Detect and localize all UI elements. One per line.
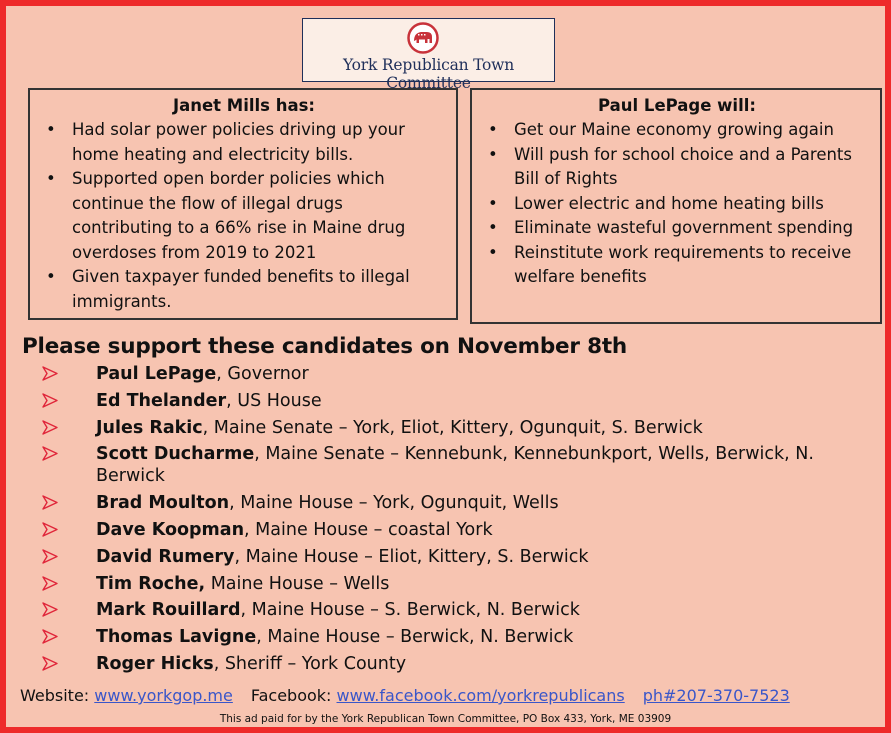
list-item: • Will push for school choice and a Parents Bill of Rights <box>488 144 852 188</box>
candidate-office: , Maine House – Eliot, Kittery, S. Berwick <box>234 546 589 567</box>
candidate-item <box>42 492 865 514</box>
arrow-bullet-icon <box>42 445 58 467</box>
bullet-icon: • <box>488 218 498 237</box>
candidate-office: , Maine Senate – Kennebunk, Kennebunkport, Wells, Berwick, N. Berwick <box>96 444 814 487</box>
candidate-name: Mark Rouillard <box>96 600 241 621</box>
bullet-icon: • <box>46 267 56 286</box>
bullet-icon: • <box>46 169 56 188</box>
org-logo-box <box>302 18 555 92</box>
bullet-icon: • <box>488 242 498 262</box>
elephant-logo-icon <box>406 22 440 54</box>
facebook-label: Facebook: <box>250 686 337 705</box>
list-item: • Eliminate wasteful government spending <box>484 216 870 241</box>
bullet-icon: • <box>488 144 498 164</box>
candidate-list <box>42 363 865 680</box>
bullet-icon: • <box>488 193 498 213</box>
candidate-office: , Maine Senate – York, Eliot, Kittery, Ogunquit, S. Berwick <box>202 417 703 438</box>
website-link[interactable]: www.yorkgop.me <box>94 686 233 705</box>
arrow-bullet-icon <box>42 575 58 597</box>
candidate-item <box>42 626 865 648</box>
candidate-office: , US House <box>226 390 322 411</box>
paid-for-disclaimer: This ad paid for by the York Republican Town Committee, PO Box 433, York, ME 03909 <box>219 713 672 725</box>
list-item: • Had solar power policies driving up your home heating and electricity bills. <box>46 120 405 164</box>
candidate-office: , Maine House – York, Ogunquit, Wells <box>229 493 559 514</box>
candidate-item <box>42 546 865 568</box>
org-name: York Republican Town Committee <box>342 56 515 92</box>
candidate-name: Jules Rakic <box>96 417 203 438</box>
candidate-name: David Rumery <box>96 546 235 567</box>
mills-bullet-list <box>42 118 446 314</box>
arrow-bullet-icon <box>42 392 58 414</box>
phone-link[interactable]: ph#207-370-7523 <box>642 686 790 705</box>
candidate-item <box>42 519 865 541</box>
candidate-item <box>42 363 865 385</box>
candidate-office: , Sheriff – York County <box>213 653 407 674</box>
arrow-bullet-icon <box>42 494 58 516</box>
arrow-bullet-icon <box>42 655 58 677</box>
lepage-plan-box <box>470 88 882 324</box>
arrow-bullet-icon <box>42 548 58 570</box>
list-item: • Lower electric and home heating bills <box>484 192 870 217</box>
candidate-office: , Maine House – S. Berwick, N. Berwick <box>240 600 580 621</box>
candidate-name: Tim Roche, <box>96 573 206 594</box>
list-item: • Supported open border policies which continue the flow of illegal drugs contributing to a 66% rise in Maine drug overdoses from 2019 to 2021 <box>46 169 406 262</box>
support-headline: Please support these candidates on November 8th <box>22 334 628 359</box>
arrow-bullet-icon <box>42 521 58 543</box>
website-label: Website: <box>20 686 95 705</box>
candidate-name: Dave Koopman <box>96 519 245 540</box>
facebook-link[interactable]: www.facebook.com/yorkrepublicans <box>336 686 625 705</box>
list-item: • Given taxpayer funded benefits to illegal immigrants. <box>46 267 410 311</box>
arrow-bullet-icon <box>42 419 58 441</box>
lepage-bullet-list <box>484 118 870 290</box>
candidate-name: Brad Moulton <box>96 493 230 514</box>
mills-record-box <box>28 88 458 320</box>
candidate-office: Maine House – Wells <box>205 573 390 594</box>
candidate-item <box>42 390 865 412</box>
candidate-item <box>42 573 865 595</box>
lepage-box-title: Paul LePage will: <box>598 96 756 115</box>
candidate-item <box>42 653 865 675</box>
candidate-item <box>42 417 865 439</box>
list-item: • Get our Maine economy growing again <box>484 118 870 143</box>
candidate-office: , Maine House – coastal York <box>244 519 493 540</box>
mills-box-title: Janet Mills has: <box>172 96 316 115</box>
candidate-name: Paul LePage <box>96 364 217 384</box>
candidate-item <box>42 599 865 621</box>
candidate-office: , Governor <box>216 364 309 384</box>
contact-footer <box>20 686 790 705</box>
arrow-bullet-icon <box>42 628 58 650</box>
bullet-icon: • <box>488 120 498 139</box>
candidate-office: , Maine House – Berwick, N. Berwick <box>256 627 574 648</box>
candidate-item <box>42 443 865 487</box>
bullet-icon: • <box>46 120 56 139</box>
arrow-bullet-icon <box>42 365 58 387</box>
candidate-name: Ed Thelander <box>96 390 227 411</box>
candidate-name: Roger Hicks <box>96 653 214 674</box>
candidate-name: Scott Ducharme <box>96 444 255 465</box>
arrow-bullet-icon <box>42 601 58 623</box>
candidate-name: Thomas Lavigne <box>96 627 257 648</box>
list-item: • Reinstitute work requirements to receive welfare benefits <box>488 242 852 286</box>
